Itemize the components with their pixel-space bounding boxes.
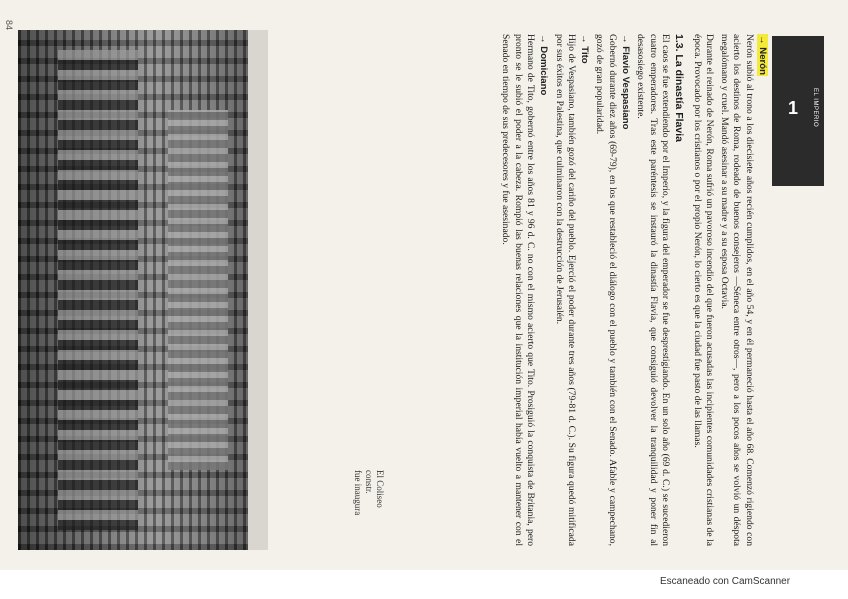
vespasiano-heading: → Flavio Vespasiano — [620, 34, 632, 130]
caption-line-1: El Coliseo — [375, 470, 385, 508]
text-column — [270, 30, 770, 550]
flavia-paragraph: El caos se fue extendiendo por el Imperio, y la figura del emperador se fue desprestigiando. En un solo año (69 d. C.) se sucedieron cuatro emperadores. Tras este paréntesis se instauró la dinastía Flavia, que consiguió devolver la tranquilidad y poner fin al desasosiego existente. — [635, 34, 671, 546]
scanner-watermark: Escaneado con CamScanner — [660, 576, 791, 587]
photo-arena-floor — [168, 110, 228, 470]
photo-sky — [248, 30, 268, 550]
caption-line-2: constr. — [364, 470, 374, 494]
chapter-label: EL IMPERIO — [812, 88, 818, 128]
chapter-number: 1 — [788, 98, 799, 118]
photo-arches — [58, 50, 138, 530]
section-title: 1.3. La dinastía Flavia — [673, 34, 686, 142]
colosseum-photo — [18, 30, 268, 550]
page-number: 84 — [4, 20, 14, 31]
neron-paragraph-2: Durante el reinado de Nerón, Roma sufrió un pavoroso incendio del que fueron acusadas las incipientes comunidades cristianas de la época. Provocado por los cristianos o por el propio Nerón, lo cierto es que la ciudad fue pasto de las llamas. — [691, 34, 715, 546]
caption-line-3: fue inaugura — [353, 470, 363, 516]
neron-paragraph-1: Nerón subió al trono a los diecisiete años recién cumplidos, en el año 54, y en él permaneció hasta el año 68. Comenzó rigiendo con acierto los destinos de Roma, rodeado de buenos consejeros —Séneca entre otros—, pero a los pocos años se volvió un déspota megalómano y cruel. Mandó asesinar a su madre y a su esposa Octavia. — [719, 34, 755, 546]
rotated-text — [270, 30, 770, 550]
domiciano-paragraph: Hermano de Tito, gobernó entre los años 81 y 96 d. C. no con el mismo acierto que Tito. Prosiguió la conquista de Britania, pero pronto se le subió el poder a la cabeza. Rompió las buenas relaciones que la institución imperial había vuelto a mantener con el Senado en tiempo de sus predecesores y fue asesinado. — [500, 34, 536, 546]
photo-caption — [353, 470, 385, 550]
tito-heading: → Tito — [579, 34, 591, 64]
chapter-banner — [772, 36, 824, 186]
neron-heading: → Nerón — [757, 35, 768, 75]
tito-paragraph: Hijo de Vespasiano, también gozó del cariño del pueblo. Ejerció el poder durante tres años (79-81 d. C.). Su figura quedó mitificada por sus éxitos en Palestina, que culminaron con la destrucción de Jerusalén. — [553, 34, 577, 546]
vespasiano-paragraph: Gobernó durante diez años (69-79), en los que restableció el diálogo con el pueblo y también con el Senado. Afable y campechano, gozó de gran popularidad. — [594, 34, 618, 546]
domiciano-heading: → Domiciano — [538, 34, 550, 96]
